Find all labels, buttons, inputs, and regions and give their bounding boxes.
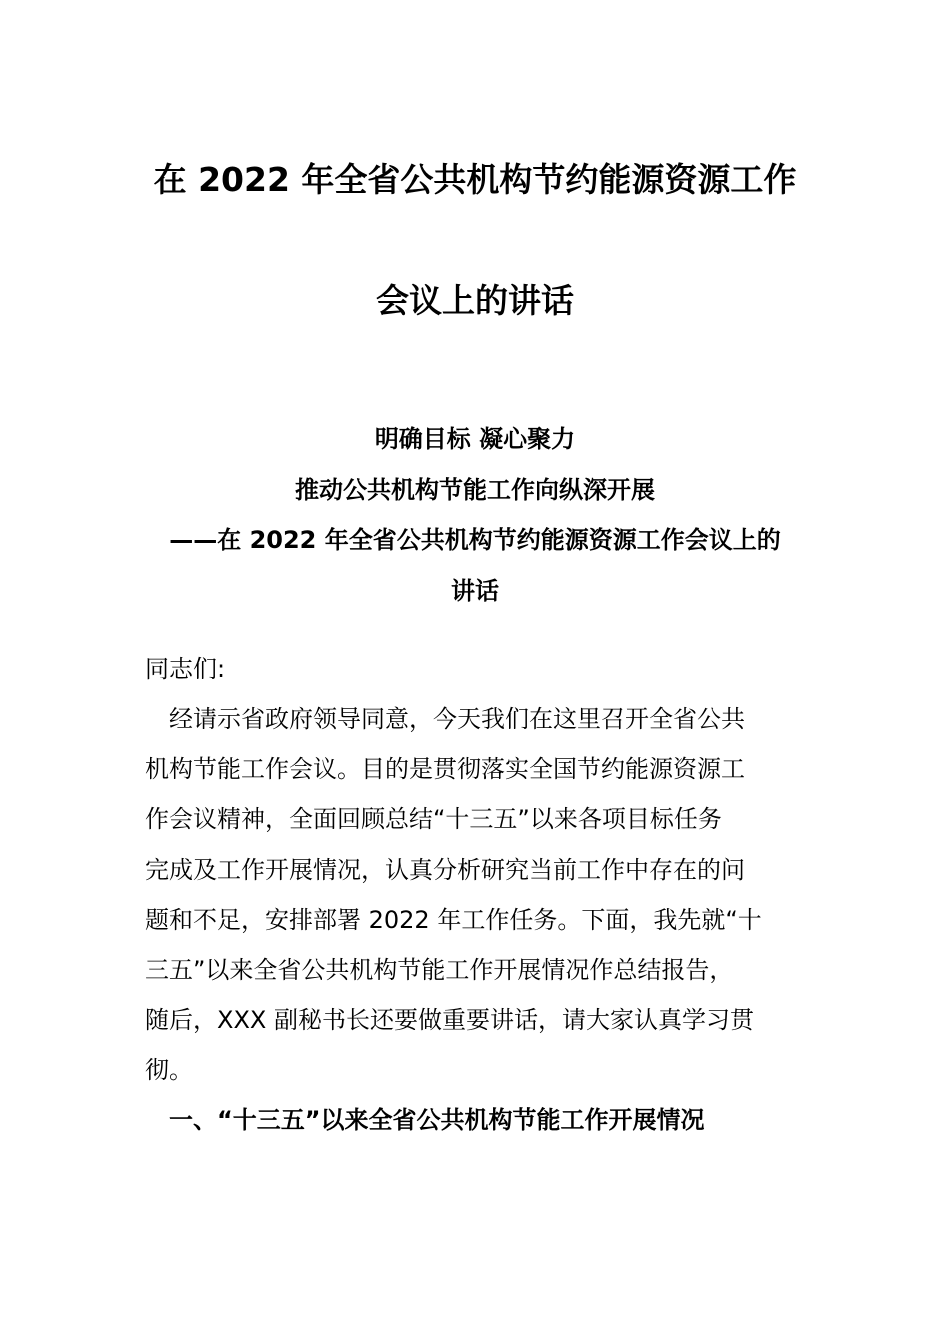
paragraph-line-1: 经请示省政府领导同意，今天我们在这里召开全省公共 <box>145 705 745 733</box>
paragraph-line-2: 机构节能工作会议。目的是贯彻落实全国节约能源资源工 <box>145 755 745 783</box>
paragraph-line-8: 彻。 <box>145 1056 193 1084</box>
subtitle-line-2: 推动公共机构节能工作向纵深开展 <box>295 476 655 504</box>
greeting: 同志们: <box>145 655 226 683</box>
subtitle-line-3: ——在 2022 年全省公共机构节约能源资源工作会议上的 <box>169 526 781 554</box>
paragraph-line-4: 完成及工作开展情况，认真分析研究当前工作中存在的问 <box>145 856 745 884</box>
subtitle-line-1: 明确目标 凝心聚力 <box>374 425 576 453</box>
section-heading-1: 一、“十三五”以来全省公共机构节能工作开展情况 <box>145 1106 705 1134</box>
subtitle-line-4: 讲话 <box>451 577 499 605</box>
paragraph-line-7: 随后，XXX 副秘书长还要做重要讲话，请大家认真学习贯 <box>145 1006 754 1034</box>
paragraph-line-6: 三五”以来全省公共机构节能工作开展情况作总结报告， <box>145 956 734 984</box>
paragraph-line-5: 题和不足，安排部署 2022 年工作任务。下面，我先就“十 <box>145 906 762 934</box>
document-title-line-1: 在 2022 年全省公共机构节约能源资源工作 <box>153 160 797 199</box>
paragraph-line-3: 作会议精神，全面回顾总结“十三五”以来各项目标任务 <box>145 805 722 833</box>
document-title-line-2: 会议上的讲话 <box>376 281 574 320</box>
